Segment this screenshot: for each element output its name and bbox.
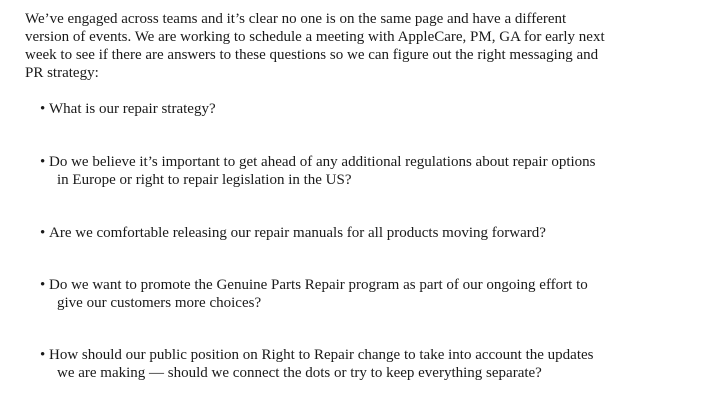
bullet-item-regulations: [40, 153, 690, 189]
intro-line: version of events. We are working to schedule a meeting with AppleCare, PM, GA for early next: [25, 29, 605, 45]
bullet-line: Do we want to promote the Genuine Parts Repair program as part of our ongoing effort to: [49, 277, 588, 293]
bullet-text: [40, 224, 690, 242]
intro-line: PR strategy:: [25, 65, 99, 81]
bullet-icon: •: [40, 277, 46, 293]
bullet-line-continued: in Europe or right to repair legislation in the US?: [57, 172, 352, 188]
bullet-icon: •: [40, 101, 46, 117]
bullet-text: [40, 153, 690, 189]
intro-line: week to see if there are answers to these questions so we can figure out the right messaging and: [25, 47, 599, 63]
bullet-line: How should our public position on Right to Repair change to take into account the updates: [49, 347, 594, 363]
bullet-line-continued: we are making — should we connect the dots or try to keep everything separate?: [57, 365, 542, 381]
bullet-icon: •: [40, 347, 46, 363]
bullet-text: [40, 346, 690, 382]
bullet-item-repair-strategy: [40, 100, 690, 118]
bullet-line: What is our repair strategy?: [49, 101, 216, 117]
bullet-text: [40, 276, 690, 312]
bullet-line: Are we comfortable releasing our repair manuals for all products moving forward?: [49, 225, 546, 241]
bullet-icon: •: [40, 225, 46, 241]
bullet-item-public-position: [40, 346, 690, 382]
intro-line: We’ve engaged across teams and it’s clear no one is on the same page and have a different: [25, 11, 567, 27]
bullet-line: Do we believe it’s important to get ahead of any additional regulations about repair options: [49, 154, 596, 170]
bullet-line-continued: give our customers more choices?: [57, 295, 262, 311]
intro-paragraph: [25, 10, 695, 82]
bullet-text: [40, 100, 690, 118]
bullet-item-repair-manuals: [40, 224, 690, 242]
bullet-icon: •: [40, 154, 46, 170]
bullet-item-genuine-parts: [40, 276, 690, 312]
